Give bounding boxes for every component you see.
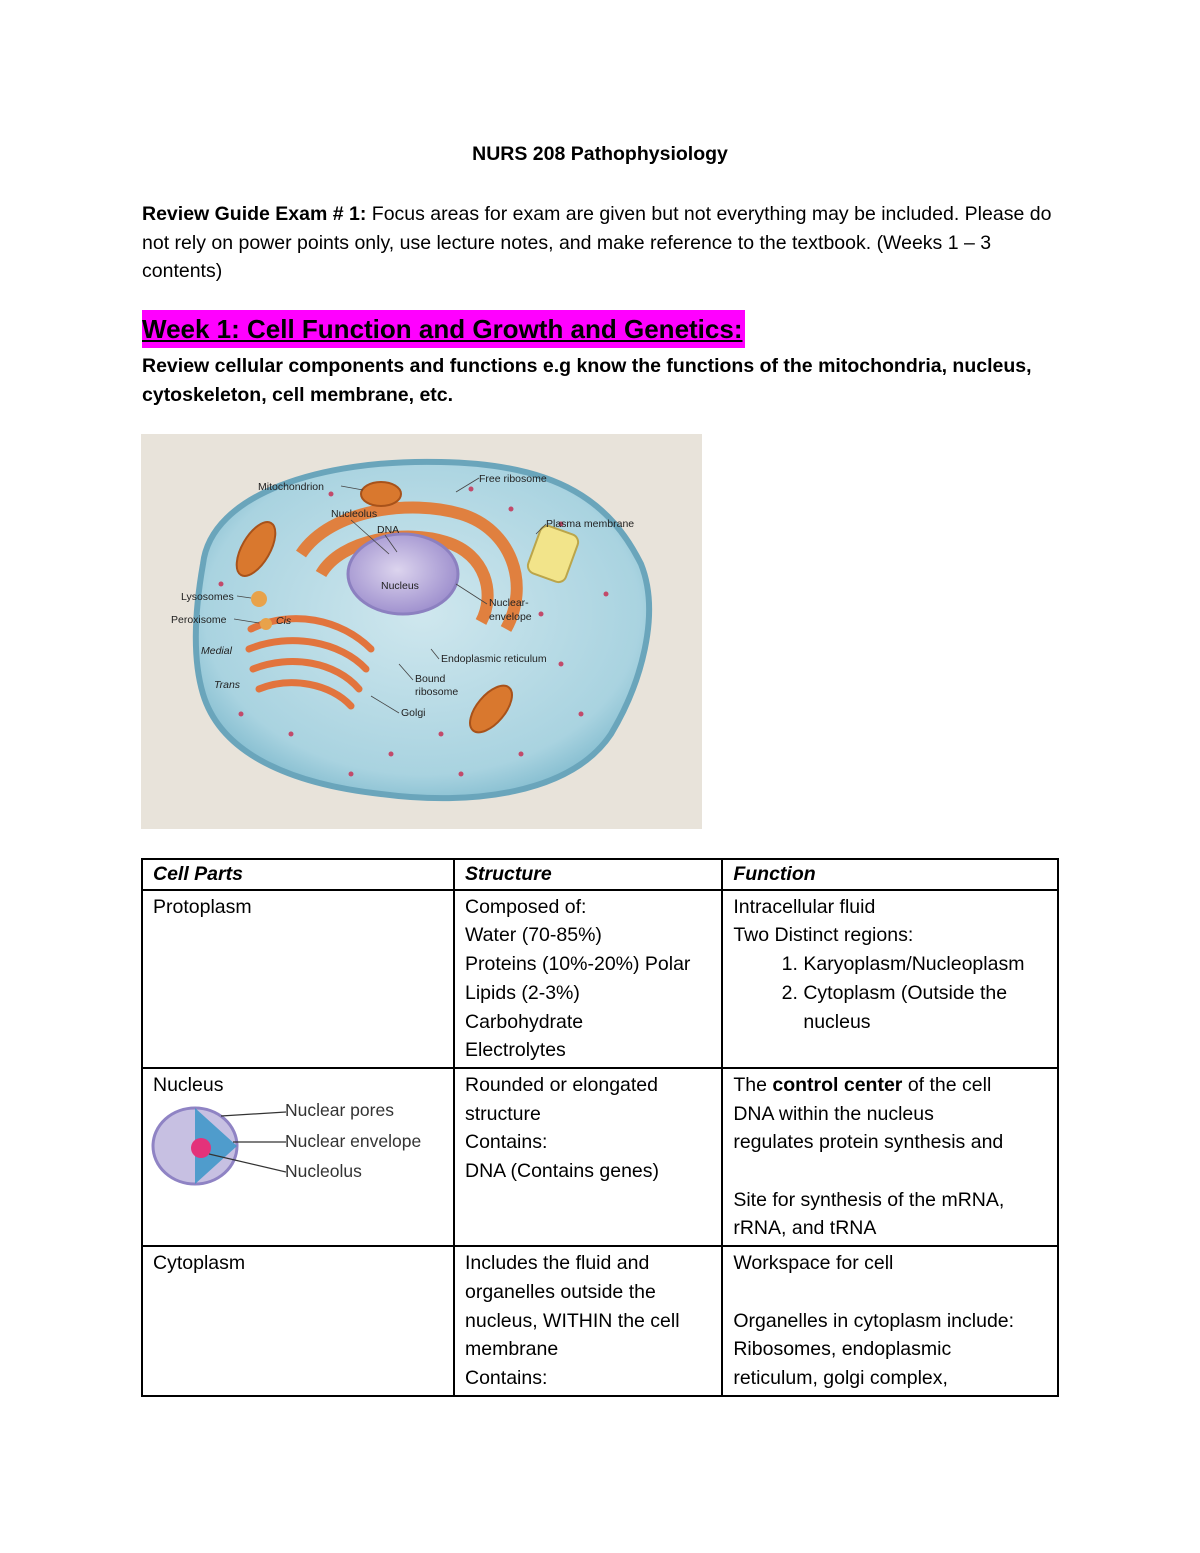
nucleus-function-pre: The	[733, 1073, 773, 1096]
protoplasm-structure-line: Lipids (2-3%)	[465, 981, 580, 1004]
nucleus-figure	[153, 1100, 443, 1190]
protoplasm-function-line: Two Distinct regions:	[733, 924, 914, 947]
cytoplasm-part: Cytoplasm	[142, 1246, 454, 1396]
nucleus-figure-svg	[151, 1102, 286, 1190]
page-title: NURS 208 Pathophysiology	[472, 143, 728, 165]
list-item: 2. Cytoplasm (Outside the nucleus	[803, 979, 1047, 1036]
list-item: 1. Karyoplasm/Nucleoplasm	[803, 950, 1047, 979]
label-plasma-membrane: Plasma membrane	[546, 518, 635, 530]
protoplasm-structure-line: Electrolytes	[465, 1039, 566, 1062]
cytoplasm-function-line: reticulum, golgi complex,	[733, 1366, 948, 1389]
protoplasm-structure-line: Proteins (10%-20%) Polar	[465, 953, 691, 976]
cytoplasm-function-first: Workspace for cell	[733, 1252, 894, 1275]
cell-diagram-image	[141, 434, 702, 829]
label-free-ribosome: Free ribosome	[479, 473, 547, 485]
table-row-protoplasm	[142, 890, 1058, 1068]
review-guide-label: Review Guide Exam # 1:	[142, 203, 367, 225]
lysosome-shape	[251, 591, 267, 607]
label-golgi: Golgi	[401, 707, 426, 719]
table-row-cytoplasm	[142, 1246, 1058, 1396]
nucleus-label-nucleolus: Nucleolus	[285, 1160, 362, 1181]
protoplasm-regions-list	[733, 950, 1047, 1036]
mitochondrion-shape	[361, 482, 401, 506]
nucleus-structure-line: Rounded or elongated	[465, 1073, 658, 1096]
cytoplasm-function	[722, 1246, 1058, 1396]
cytoplasm-function-line: Organelles in cytoplasm include:	[733, 1309, 1015, 1332]
nucleus-label-pores: Nuclear pores	[285, 1099, 394, 1120]
nucleus-part: Nucleus	[153, 1073, 224, 1096]
label-nucleolus: Nucleolus	[331, 508, 378, 520]
cytoplasm-structure-line: nucleus, WITHIN the cell	[465, 1309, 680, 1332]
label-bound-ribosome-1: Bound	[415, 673, 446, 685]
label-peroxisome: Peroxisome	[171, 614, 227, 626]
header-function: Function	[722, 859, 1058, 890]
protoplasm-structure	[454, 890, 722, 1068]
label-nucleus: Nucleus	[381, 580, 419, 592]
cell-parts-table	[141, 858, 1059, 1397]
cytoplasm-structure-line: Contains:	[465, 1366, 548, 1389]
label-nuclear-envelope-2: envelope	[489, 611, 532, 623]
label-medial: Medial	[201, 645, 232, 657]
protoplasm-function-line: Intracellular fluid	[733, 895, 876, 918]
peroxisome-shape	[260, 618, 272, 630]
protoplasm-structure-line: Composed of:	[465, 895, 587, 918]
protoplasm-part: Protoplasm	[142, 890, 454, 1068]
nucleus-function-site-line: Site for synthesis of the mRNA,	[733, 1188, 1005, 1211]
protoplasm-structure-line: Water (70-85%)	[465, 924, 602, 947]
label-dna: DNA	[377, 524, 400, 536]
cytoplasm-structure-line: Includes the fluid and	[465, 1252, 650, 1275]
nucleus-structure-line: Contains:	[465, 1131, 548, 1154]
cytoplasm-function-line: Ribosomes, endoplasmic	[733, 1338, 952, 1361]
nucleus-function-line: DNA within the nucleus	[733, 1102, 934, 1125]
nucleus-function-line: regulates protein synthesis and	[733, 1131, 1004, 1154]
week1-subheading: Review cellular components and functions e.g know the functions of the mitochondria, nucleus, cytoskeleton, cell membrane, etc.	[142, 355, 1032, 406]
label-cis: Cis	[276, 615, 292, 627]
label-mitochondrion: Mitochondrion	[258, 481, 324, 493]
spacer	[733, 1157, 1047, 1186]
nucleus-function-first-line	[733, 1071, 1047, 1100]
nucleus-function-bold: control center	[772, 1073, 903, 1096]
nucleus-structure	[454, 1068, 722, 1246]
nucleus-structure-line: structure	[465, 1102, 541, 1125]
label-nuclear-envelope-1: Nuclear-	[489, 597, 529, 609]
cytoplasm-structure-line: membrane	[465, 1338, 559, 1361]
cell-diagram-svg	[141, 434, 702, 829]
week1-heading: Week 1: Cell Function and Growth and Genetics:	[142, 310, 745, 348]
table-row-nucleus	[142, 1068, 1058, 1246]
nucleus-function-site-line: rRNA, and tRNA	[733, 1217, 877, 1240]
nucleus-label-envelope: Nuclear envelope	[285, 1130, 422, 1151]
nucleus-function	[722, 1068, 1058, 1246]
protoplasm-structure-line: Carbohydrate	[465, 1010, 584, 1033]
label-trans: Trans	[214, 679, 241, 691]
nucleus-shape	[348, 534, 458, 614]
label-endoplasmic-reticulum: Endoplasmic reticulum	[441, 653, 547, 665]
label-lysosomes: Lysosomes	[181, 591, 234, 603]
review-guide-text: Focus areas for exam are given but not everything may be included. Please do not rely on power points only, use lecture notes, and make reference to the textbook. (Weeks 1 – 3 contents)	[142, 203, 1052, 282]
review-guide-paragraph	[142, 200, 1067, 286]
header-structure: Structure	[454, 859, 722, 890]
nucleus-structure-line: DNA (Contains genes)	[465, 1160, 660, 1183]
spacer	[733, 1278, 1047, 1307]
cytoplasm-structure	[454, 1246, 722, 1396]
table-header-row	[142, 859, 1058, 890]
nucleus-function-post: of the cell	[902, 1073, 992, 1096]
label-bound-ribosome-2: ribosome	[415, 686, 459, 698]
header-cell-parts: Cell Parts	[142, 859, 454, 890]
protoplasm-function	[722, 890, 1058, 1068]
nucleus-part-cell	[142, 1068, 454, 1246]
cytoplasm-structure-line: organelles outside the	[465, 1280, 656, 1303]
